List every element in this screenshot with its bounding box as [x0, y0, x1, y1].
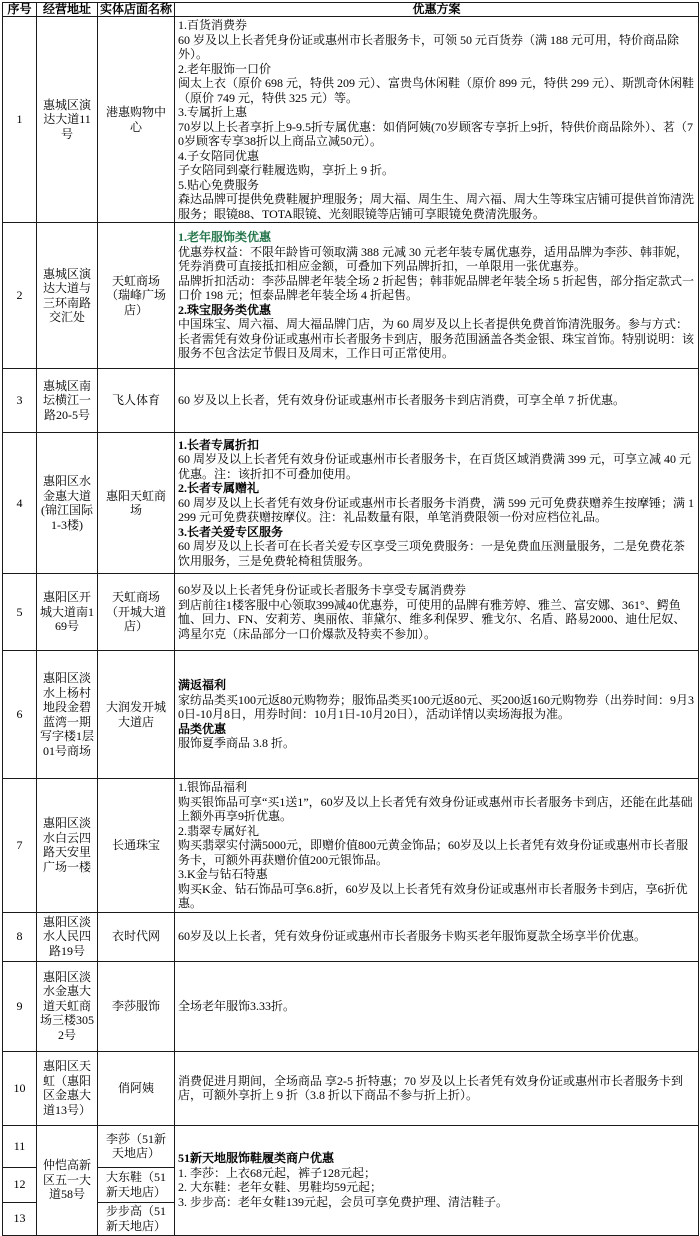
offer-cell [175, 651, 699, 779]
row-number-cell: 4 [3, 433, 37, 574]
offer-cell [175, 223, 699, 369]
offer-paragraph: 4.子女陪同优惠 [178, 148, 260, 163]
table-row [3, 17, 699, 223]
address-cell: 惠阳区开城大道南169号 [37, 574, 98, 651]
offer-paragraph: 2.翡翠专属好礼 [178, 823, 260, 838]
store-name-cell: 李莎服饰 [98, 961, 175, 1051]
offer-cell [175, 779, 699, 913]
offer-cell [175, 369, 699, 433]
offer-paragraph: 购买K金、钻石饰品可享6.8折，60岁及以上长者凭有效身份证或惠州市长者服务卡到店，享6折优惠。 [178, 881, 688, 910]
address-cell: 惠阳区淡水人民四路19号 [37, 912, 98, 961]
offer-heading: 2.长者专属赠礼 [178, 481, 260, 496]
table-row [3, 574, 699, 651]
row-number-cell: 5 [3, 574, 37, 651]
column-header: 优惠方案 [175, 3, 699, 17]
column-header: 经营地址 [37, 3, 98, 17]
offer-paragraph: 3. 步步高：老年女鞋139元起，会员可享免费护理、清洁鞋子。 [178, 1194, 509, 1209]
offer-paragraph: 60 周岁及以上长者凭有效身份证或惠州市长者服务卡消费，满 599 元可免费获赠养生按摩锤；满 1299 元可免费获赠按摩仪。注：礼品数量有限，单笔消费限领一份对应档位礼品。 [178, 495, 695, 525]
store-name-cell: 俏阿姨 [98, 1051, 175, 1125]
address-cell: 惠阳区淡水金惠大道天虹商场三楼3052号 [37, 961, 98, 1051]
column-header: 实体店面名称 [98, 3, 175, 17]
row-number-cell: 12 [3, 1167, 37, 1202]
row-number-cell: 7 [3, 779, 37, 913]
column-header: 序号 [3, 3, 37, 17]
table-row [3, 1051, 699, 1125]
offer-paragraph: 家纺品类买100元返80元购物券；服饰品类买100元返80元、买200返160元购物券（出券时间：9月30日-10月8日，用券时间：10月1日-10月20日），活动详情以卖场海报为准。 [178, 692, 695, 722]
offer-cell [175, 912, 699, 961]
offer-paragraph: 2. 大东鞋：老年女鞋、男鞋均59元起； [178, 1180, 383, 1194]
address-cell: 仲恺高新区五一大道58号 [37, 1125, 98, 1235]
offer-heading: 3.长者关爱专区服务 [178, 524, 284, 539]
offer-paragraph: 全场老年服饰3.33折。 [178, 998, 296, 1013]
offer-paragraph: 1.百货消费券 [178, 18, 248, 32]
offer-paragraph: 70岁以上长者享折上9-9.5折专属优惠：如俏阿姨(70岁顾客专享折上9折，特供价商品除外）、茗（70岁顾客专享38折以上商品立减50元）。 [178, 119, 693, 148]
table-row [3, 223, 699, 369]
store-name-cell: 大润发开城大道店 [98, 651, 175, 779]
table-row [3, 369, 699, 433]
offer-cell [175, 433, 699, 574]
row-number-cell: 10 [3, 1051, 37, 1125]
store-name-cell: 步步高（51新天地店） [98, 1202, 175, 1235]
store-name-cell: 惠阳天虹商场 [98, 433, 175, 574]
row-number-cell: 13 [3, 1202, 37, 1235]
table-row [3, 651, 699, 779]
table-row [3, 912, 699, 961]
offer-paragraph: 3.专属折上惠 [178, 105, 248, 119]
row-number-cell: 1 [3, 17, 37, 223]
row-number-cell: 6 [3, 651, 37, 779]
offer-paragraph: 60 岁及以上长者凭身份证或惠州市长者服务卡，可领 50 元百货券（满 188 元可用，特价商品除外）。 [178, 32, 680, 61]
store-name-cell: 港惠购物中心 [98, 17, 175, 223]
offer-paragraph: 购买银饰品可享“买1送1”，60岁及以上长者凭有效身份证或惠州市长者服务卡到店，还能在此基础上额外再享9折优惠。 [178, 794, 693, 823]
offer-paragraph: 60 周岁及以上长者凭有效身份证或惠州市长者服务卡，在百货区域消费满 399 元，可享立减 40 元优惠。注：该折扣不可叠加使用。 [178, 452, 692, 481]
offer-paragraph: 60岁及以上长者凭身份证或长者服务卡享受专属消费券 [178, 583, 467, 597]
store-name-cell: 天虹商场（瑞峰广场店） [98, 223, 175, 369]
discount-table [2, 2, 699, 1236]
offer-paragraph: 森达品牌可提供免费鞋履护理服务；周大福、周生生、周六福、周大生等珠宝店铺可提供首饰清洗服务；眼镜88、TOTA眼镜、光刻眼镜等店铺可享眼镜免费清洗服务。 [178, 192, 695, 221]
offer-cell [175, 961, 699, 1051]
offer-cell [175, 17, 699, 223]
store-name-cell: 大东鞋（51新天地店） [98, 1167, 175, 1202]
address-cell: 惠阳区淡水上杨村地段金碧蓝湾一期写字楼1层01号商场 [37, 651, 98, 779]
offer-paragraph: 购买翡翠实付满5000元，即赠价值800元黄金饰品；60岁及以上长者凭有效身份证或惠州市长者服务卡，可额外再获赠价值200元银饰品。 [178, 838, 689, 867]
offer-paragraph: 中国珠宝、周六福、周大福品牌门店，为 60 周岁及以上长者提供免费首饰清洗服务。参与方式：长者需凭有效身份证或惠州市长者服务卡到店，服务范围涵盖各类金银、珠宝首饰。特别说明：该服务不包含法定节假日及周末，工作日可正常使用。 [178, 317, 695, 361]
store-name-cell: 衣时代网 [98, 912, 175, 961]
row-number-cell: 3 [3, 369, 37, 433]
address-cell: 惠阳区天虹（惠阳区金惠大道13号） [37, 1051, 98, 1125]
store-name-cell: 飞人体育 [98, 369, 175, 433]
address-cell: 惠阳区水金惠大道(锦江国际1-3楼) [37, 433, 98, 574]
offer-heading: 1.老年服饰类优惠 [178, 230, 272, 245]
store-name-cell: 李莎（51新天地店） [98, 1125, 175, 1167]
offer-heading: 51新天地服饰鞋履类商户优惠 [178, 1151, 335, 1165]
offer-paragraph: 子女陪同到豪行鞋履选购，享折上 9 折。 [178, 163, 395, 177]
offer-paragraph: 消费促进月期间，全场商品 享2-5 折特惠；70 岁及以上长者凭有效身份证或惠州市长者服务卡到店，可额外享折上 9 折（3.8 折以下商品不参与折上折）。 [178, 1073, 683, 1102]
store-name-cell: 长通珠宝 [98, 779, 175, 913]
table-row [3, 433, 699, 574]
offer-cell [175, 1125, 699, 1235]
offer-paragraph: 60 周岁及以上长者可在长者关爱专区享受三项免费服务：一是免费血压测量服务，二是免费花茶饮用服务，三是免费轮椅租赁服务。 [178, 539, 686, 568]
store-name-cell: 天虹商场（开城大道店） [98, 574, 175, 651]
offer-heading: 满返福利 [178, 678, 227, 693]
row-number-cell: 9 [3, 961, 37, 1051]
header-row [3, 3, 699, 17]
row-number-cell: 2 [3, 223, 37, 369]
offer-cell [175, 1051, 699, 1125]
offer-paragraph: 3.K金与钻石特惠 [178, 867, 268, 881]
offer-heading: 2.珠宝服务类优惠 [178, 302, 272, 317]
table-row [3, 1125, 699, 1167]
row-number-cell: 8 [3, 912, 37, 961]
offer-paragraph: 60 岁及以上长者，凭有效身份证或惠州市长者服务卡到店消费，可享全单 7 折优惠。 [178, 393, 626, 408]
address-cell: 惠城区南坛横江一路20-5号 [37, 369, 98, 433]
offer-heading: 1.长者专属折扣 [178, 437, 260, 452]
offer-paragraph: 到店前往1楼客服中心领取399减40优惠券，可使用的品牌有雅芳婷、雅兰、富安娜、361°、鳄鱼恤、回力、FN、安莉芳、奥丽侬、菲黛尔、维多利保罗、雅戈尔、名盾、路易2000、迪仕尼奴、鸿星尔克（床品部分一口价爆款及特卖不参加）。 [178, 597, 686, 641]
offer-paragraph: 优惠券权益：不限年龄皆可领取满 388 元减 30 元老年装专属优惠券，适用品牌为李莎、韩菲妮，凭券消费可直接抵扣相应金额，可叠加下列品牌折扣，一单限用一张优惠券。 [178, 244, 689, 274]
offer-paragraph: 闽太上衣（原价 698 元，特供 209 元）、富贵鸟休闲鞋（原价 899 元，特供 299 元）、斯凯奇休闲鞋（原价 749 元，特供 325 元）等。 [178, 76, 695, 105]
offer-paragraph: 60岁及以上长者，凭有效身份证或惠州市长者服务卡购买老年服饰夏款全场享半价优惠。 [178, 929, 647, 944]
row-number-cell: 11 [3, 1125, 37, 1167]
table-row [3, 961, 699, 1051]
offer-paragraph: 1. 李莎：上衣68元起，裤子128元起； [178, 1165, 377, 1180]
offer-cell [175, 574, 699, 651]
offer-paragraph: 服饰夏季商品 3.8 折。 [178, 736, 296, 751]
address-cell: 惠城区演达大道与三环南路交汇处 [37, 223, 98, 369]
table-row [3, 779, 699, 913]
offer-paragraph: 品牌折扣活动：李莎品牌老年装全场 2 折起售；韩菲妮品牌老年装全场 5 折起售，部分指定款式一口价 198 元；恒泰品牌老年装全场 4 折起售。 [178, 273, 695, 303]
address-cell: 惠城区演达大道11号 [37, 17, 98, 223]
offer-heading: 品类优惠 [178, 721, 227, 736]
address-cell: 惠阳区淡水白云四路天安里广场一楼 [37, 779, 98, 913]
table-body [3, 17, 699, 1236]
offer-paragraph: 1.银饰品福利 [178, 780, 248, 794]
offer-paragraph: 5.贴心免费服务 [178, 177, 260, 192]
offer-paragraph: 2.老年服饰一口价 [178, 61, 272, 76]
